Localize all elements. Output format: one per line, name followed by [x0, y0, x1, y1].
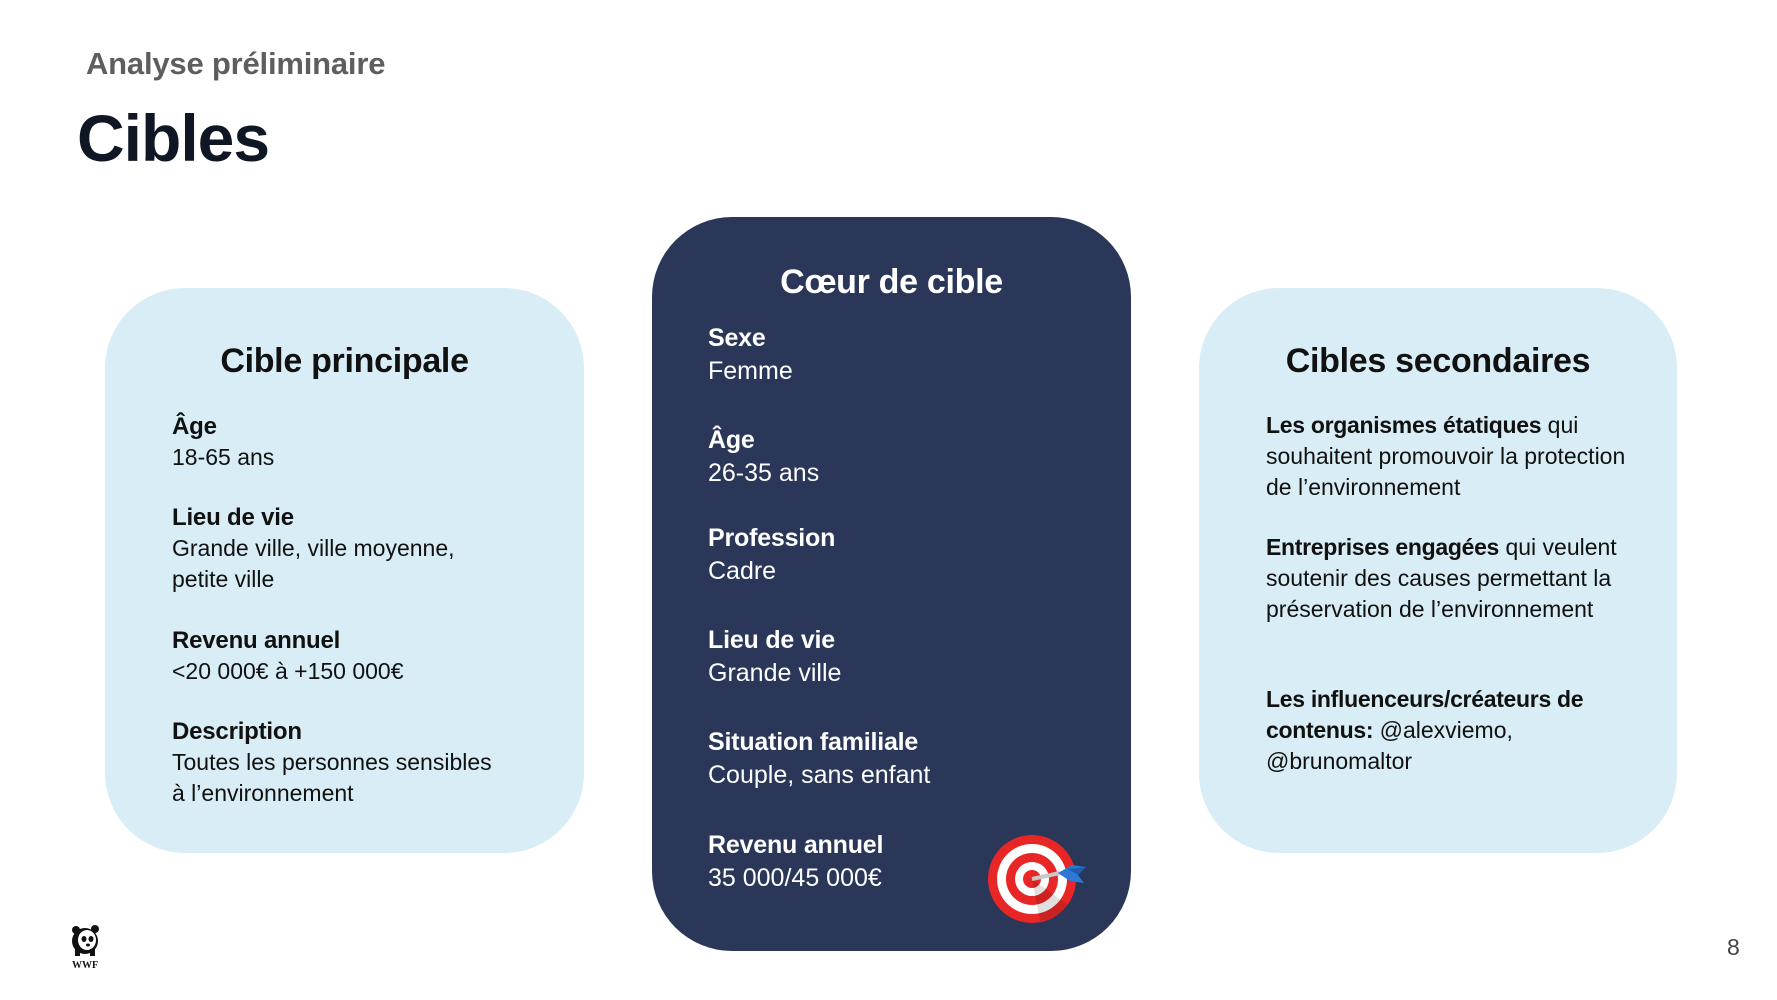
- secondary-target-item: [1266, 684, 1651, 777]
- field-label: Sexe: [708, 324, 766, 352]
- card-cibles-secondaires: [1199, 288, 1677, 853]
- field-age: [708, 425, 819, 490]
- card-title: Cible principale: [220, 342, 469, 380]
- item-bold: Les influenceurs/créateurs de contenus:: [1266, 686, 1584, 743]
- item-bold: Les organismes étatiques: [1266, 412, 1542, 438]
- field-label: Situation familiale: [708, 728, 919, 756]
- field-value: 35 000/45 000€: [708, 864, 882, 892]
- field-description: [172, 716, 492, 809]
- item-bold: Entreprises engagées: [1266, 534, 1500, 560]
- field-value: Grande ville, ville moyenne,: [172, 535, 455, 561]
- field-situation-familiale: [708, 727, 930, 792]
- field-value: 18-65 ans: [172, 444, 275, 470]
- field-value: 26-35 ans: [708, 459, 820, 487]
- card-cible-principale: [105, 288, 584, 853]
- field-label: Revenu annuel: [708, 831, 884, 859]
- page-number: 8: [1727, 934, 1740, 960]
- section-subtitle: Analyse préliminaire: [86, 46, 386, 81]
- field-value-line2: à l’environnement: [172, 780, 354, 806]
- field-label: Âge: [172, 413, 217, 440]
- item-text: qui veulent soutenir des causes permettant la préservation de l’environnement: [1266, 534, 1617, 622]
- field-age: [172, 411, 274, 473]
- field-value: <20 000€ à +150 000€: [172, 658, 404, 684]
- field-value: Toutes les personnes sensibles: [172, 749, 492, 775]
- page-title: Cibles: [77, 101, 270, 175]
- field-label: Profession: [708, 524, 836, 552]
- field-label: Revenu annuel: [172, 627, 341, 654]
- item-text: @alexviemo, @brunomaltor: [1266, 717, 1513, 774]
- item-text: qui souhaitent promouvoir la protection de l’environnement: [1266, 412, 1626, 500]
- field-value: Grande ville: [708, 659, 842, 687]
- target-dart-icon: [988, 827, 1088, 927]
- card-title: Cœur de cible: [780, 263, 1003, 301]
- field-value-line2: petite ville: [172, 566, 275, 592]
- card-title: Cibles secondaires: [1285, 342, 1591, 380]
- field-label: Lieu de vie: [708, 626, 836, 654]
- field-revenu-annuel: [708, 830, 883, 895]
- svg-text:WWF: WWF: [71, 960, 99, 970]
- field-lieu-de-vie: [172, 502, 455, 595]
- field-value: Femme: [708, 357, 793, 385]
- field-value: Cadre: [708, 557, 777, 585]
- field-value: Couple, sans enfant: [708, 761, 931, 789]
- field-lieu-de-vie: [708, 625, 841, 690]
- wwf-panda-logo-icon: [68, 925, 102, 970]
- field-label: Description: [172, 718, 302, 745]
- field-profession: [708, 523, 835, 588]
- secondary-target-item: [1266, 410, 1646, 503]
- field-revenu-annuel: [172, 625, 404, 687]
- field-label: Lieu de vie: [172, 504, 294, 531]
- field-label: Âge: [708, 426, 755, 454]
- card-coeur-de-cible: [652, 217, 1131, 951]
- field-sexe: [708, 323, 793, 388]
- secondary-target-item: [1266, 532, 1646, 625]
